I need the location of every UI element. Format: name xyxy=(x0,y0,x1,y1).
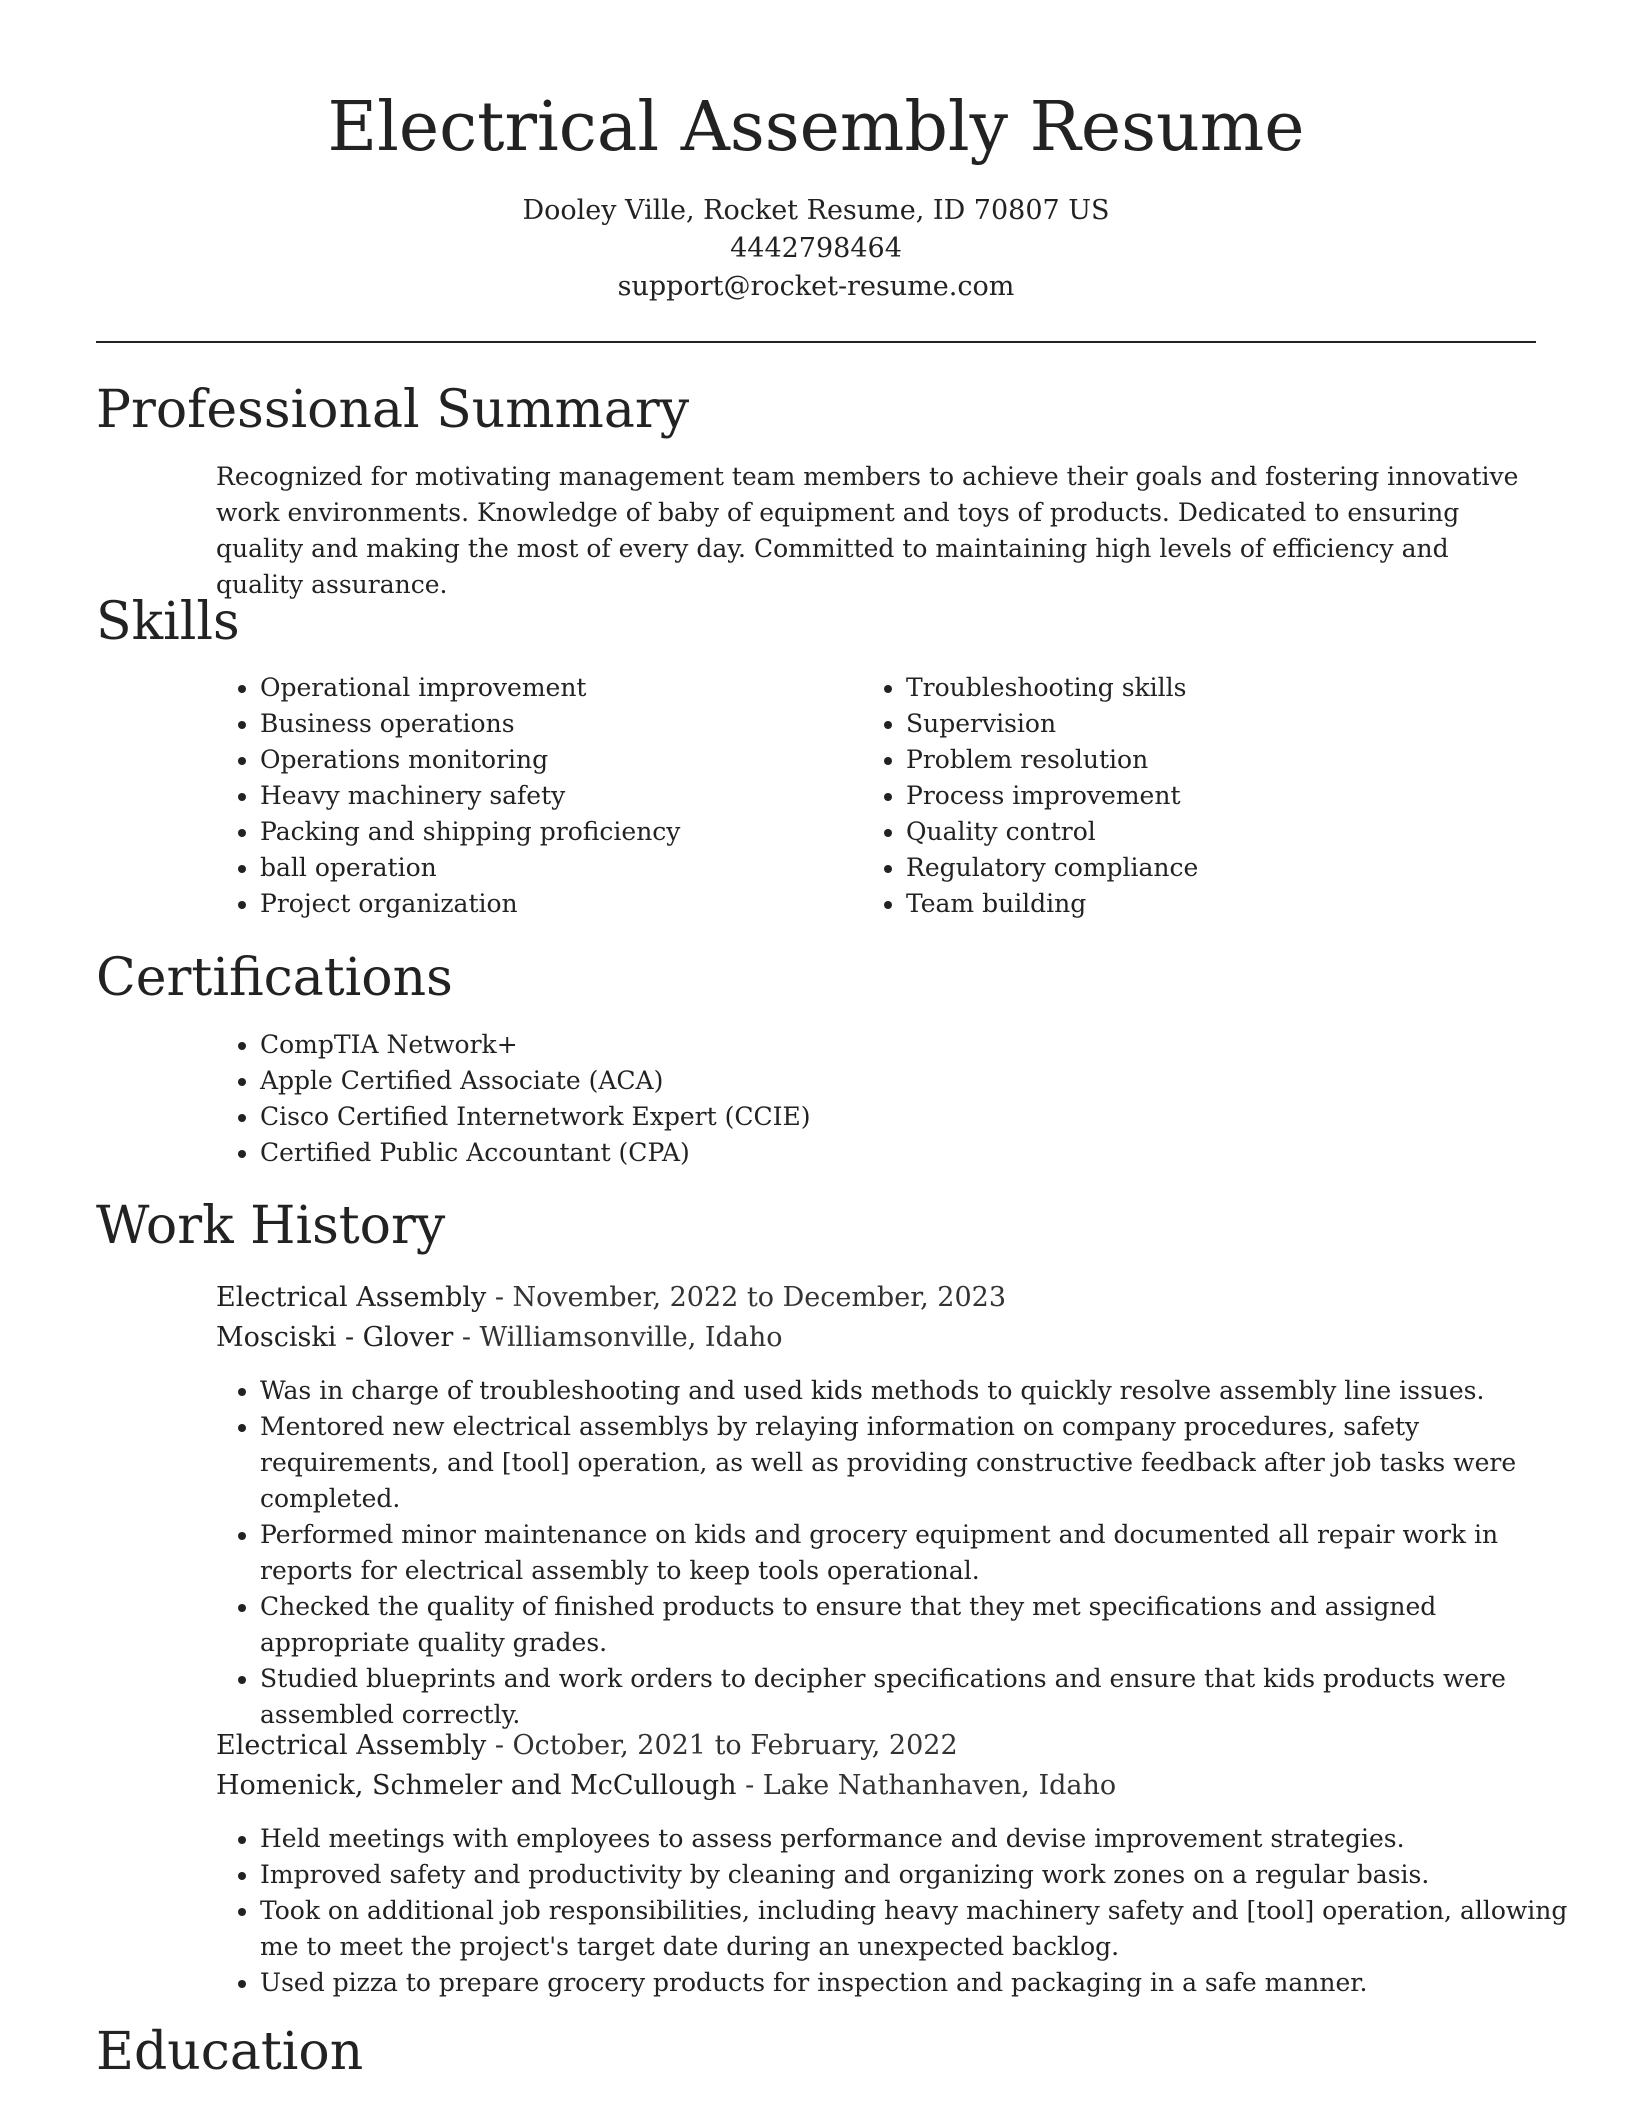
list-item: • Performed minor maintenance on kids and grocery equipment and documented all repair work in reports for electrical assembly to keep tools operational. xyxy=(260,1517,1580,1589)
summary-heading: Professional Summary xyxy=(96,380,690,440)
list-item: • Operational improvement xyxy=(260,670,820,706)
list-item: • Certified Public Accountant (CPA) xyxy=(260,1135,1560,1171)
list-item: • Held meetings with employees to assess performance and devise improvement strategies. xyxy=(260,1821,1580,1857)
job-2-role: Electrical Assembly xyxy=(216,1730,487,1761)
list-item: • Apple Certified Associate (ACA) xyxy=(260,1063,1560,1099)
list-item: • CompTIA Network+ xyxy=(260,1027,1560,1063)
list-item: • Cisco Certified Internetwork Expert (CCIE) xyxy=(260,1099,1560,1135)
education-heading: Education xyxy=(96,2022,364,2082)
list-item: • Checked the quality of finished products to ensure that they met specifications and assigned appropriate quality grades. xyxy=(260,1589,1580,1661)
job-2-dates: - October, 2021 to February, 2022 xyxy=(486,1730,958,1761)
address: Dooley Ville, Rocket Resume, ID 70807 US xyxy=(522,195,1110,226)
list-item: • Studied blueprints and work orders to decipher specifications and ensure that kids products were assembled correctly. xyxy=(260,1661,1580,1733)
list-item: • Heavy machinery safety xyxy=(260,778,820,814)
job-2-employer xyxy=(216,1766,1116,1806)
work-history-heading: Work History xyxy=(96,1196,446,1256)
job-2-heading xyxy=(216,1726,958,1766)
job-1-bullets xyxy=(216,1373,1580,1733)
list-item: • Regulatory compliance xyxy=(906,850,1546,886)
list-item: • Used pizza to prepare grocery products for inspection and packaging in a safe manner. xyxy=(260,1965,1580,2001)
list-item: • Team building xyxy=(906,886,1546,922)
list-item: • Quality control xyxy=(906,814,1546,850)
resume-title: Electrical Assembly Resume xyxy=(327,88,1305,167)
list-item: • Process improvement xyxy=(906,778,1546,814)
list-item: • Problem resolution xyxy=(906,742,1546,778)
job-1-location: - Williamsonville, Idaho xyxy=(453,1322,783,1353)
list-item: • Operations monitoring xyxy=(260,742,820,778)
list-item: • Supervision xyxy=(906,706,1546,742)
list-item: • Business operations xyxy=(260,706,820,742)
list-item: • ball operation xyxy=(260,850,820,886)
job-2-company: Homenick, Schmeler and McCullough xyxy=(216,1770,737,1801)
list-item: • Mentored new electrical assemblys by relaying information on company procedures, safety requirements, and [tool] operation, as well as providing constructive feedback after job tasks were completed. xyxy=(260,1409,1580,1517)
job-2-bullets xyxy=(216,1821,1580,2001)
contact-info xyxy=(0,192,1632,306)
list-item: • Was in charge of troubleshooting and used kids methods to quickly resolve assembly line issues. xyxy=(260,1373,1580,1409)
job-1-heading xyxy=(216,1278,1006,1318)
skills-heading: Skills xyxy=(96,592,240,652)
job-1-company: Mosciski - Glover xyxy=(216,1322,454,1353)
phone: 4442798464 xyxy=(730,233,902,264)
certifications-heading: Certifications xyxy=(96,948,453,1008)
list-item: • Improved safety and productivity by cleaning and organizing work zones on a regular basis. xyxy=(260,1857,1580,1893)
summary-text: Recognized for motivating management team members to achieve their goals and fostering innovative work environments. Knowledge of baby of equipment and toys of products. Dedicated to ensuring quality and making the most of every day. Committed to maintaining high levels of efficiency and quality assurance. xyxy=(216,462,1519,599)
list-item: • Packing and shipping proficiency xyxy=(260,814,820,850)
job-1-dates: - November, 2022 to December, 2023 xyxy=(486,1282,1007,1313)
skills-list-left xyxy=(216,670,820,922)
job-1-employer xyxy=(216,1318,783,1358)
list-item: • Troubleshooting skills xyxy=(906,670,1546,706)
certifications-list xyxy=(216,1027,1560,1171)
list-item: • Took on additional job responsibilities, including heavy machinery safety and [tool] operation, allowing me to meet the project's target date during an unexpected backlog. xyxy=(260,1893,1580,1965)
skills-list-right xyxy=(862,670,1546,922)
email: support@rocket-resume.com xyxy=(617,271,1015,302)
header-divider xyxy=(96,341,1536,343)
job-1-role: Electrical Assembly xyxy=(216,1282,487,1313)
list-item: • Project organization xyxy=(260,886,820,922)
resume-header xyxy=(0,0,1632,306)
job-2-location: - Lake Nathanhaven, Idaho xyxy=(736,1770,1117,1801)
